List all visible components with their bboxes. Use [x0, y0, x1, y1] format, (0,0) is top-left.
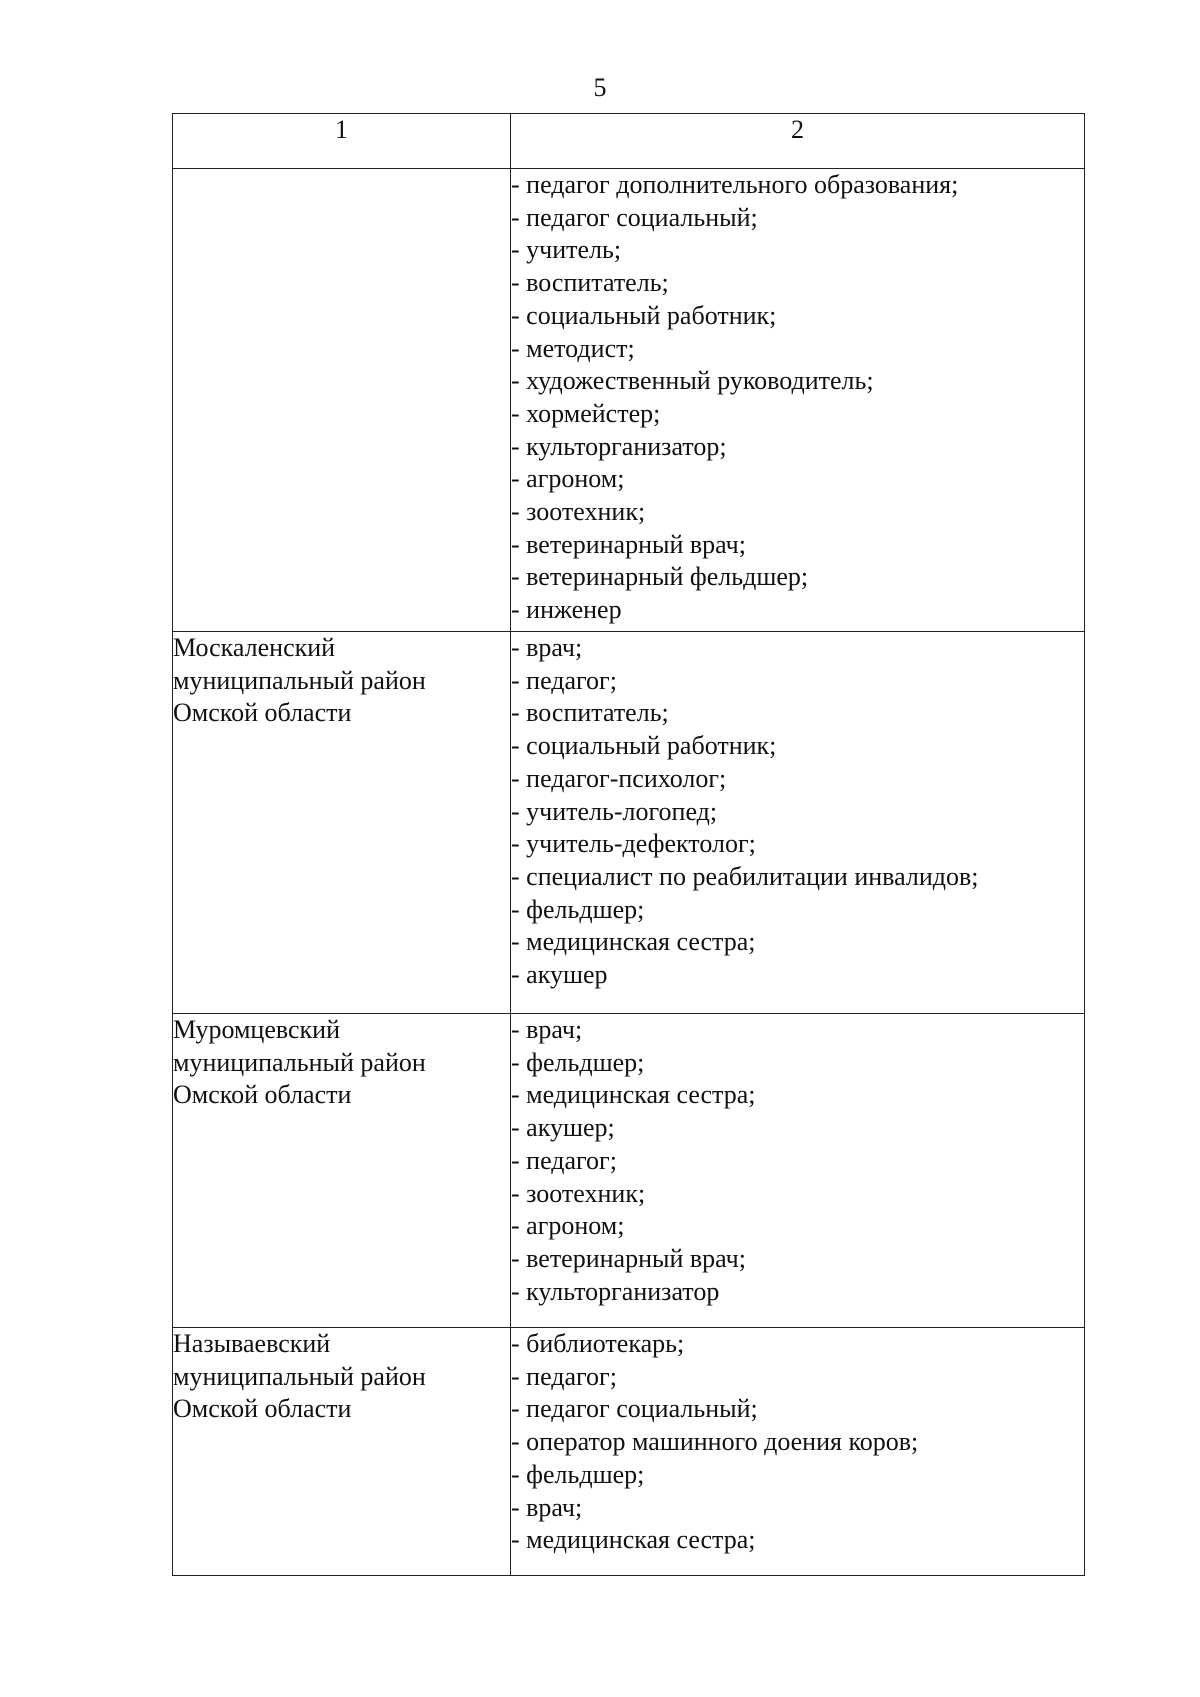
- profession-item: - специалист по реабилитации инвалидов;: [511, 861, 979, 891]
- column-header-2: 2: [511, 114, 1085, 169]
- profession-item: - агроном;: [511, 1211, 625, 1241]
- profession-item: - социальный работник;: [511, 300, 777, 330]
- profession-item: - зоотехник;: [511, 497, 646, 527]
- region-cell: [173, 632, 511, 1014]
- profession-item: - педагог социальный;: [511, 202, 758, 232]
- profession-item: - врач;: [511, 1015, 583, 1044]
- profession-item: - воспитатель;: [511, 268, 669, 298]
- profession-item: - оператор машинного доения коров;: [511, 1427, 919, 1457]
- region-cell: [173, 1014, 511, 1328]
- region-cell: [173, 169, 511, 632]
- profession-item: - педагог-психолог;: [511, 763, 727, 793]
- profession-item: - педагог;: [511, 1145, 617, 1175]
- region-name-line: Называевский: [173, 1329, 331, 1358]
- profession-item: - учитель-дефектолог;: [511, 829, 756, 859]
- profession-item: - агроном;: [511, 464, 625, 494]
- region-name-line: муниципальный район: [173, 1361, 426, 1391]
- table-row: [173, 1014, 1085, 1328]
- table-row: [173, 169, 1085, 632]
- profession-item: - медицинская сестра;: [511, 1080, 756, 1110]
- profession-item: - ветеринарный врач;: [511, 529, 746, 559]
- profession-item: - педагог социальный;: [511, 1394, 758, 1424]
- region-name-line: Москаленский: [173, 633, 336, 662]
- profession-item: - социальный работник;: [511, 731, 777, 761]
- profession-item: - учитель-логопед;: [511, 796, 718, 826]
- profession-item: - инженер: [511, 595, 622, 625]
- page-number: 5: [593, 73, 607, 102]
- profession-item: - акушер: [511, 960, 608, 990]
- table-body: [173, 169, 1085, 1576]
- region-name-line: Омской области: [173, 1080, 352, 1110]
- profession-item: - педагог дополнительного образования;: [511, 170, 959, 199]
- profession-item: - воспитатель;: [511, 698, 669, 728]
- profession-item: - ветеринарный врач;: [511, 1243, 746, 1273]
- profession-item: - культорганизатор: [511, 1276, 720, 1306]
- table-row: [173, 632, 1085, 1014]
- profession-item: - педагог;: [511, 1361, 617, 1391]
- profession-item: - врач;: [511, 633, 583, 662]
- region-name-line: Муромцевский: [173, 1015, 341, 1044]
- profession-item: - фельдшер;: [511, 1047, 645, 1077]
- table-row: [173, 1328, 1085, 1576]
- profession-item: - методист;: [511, 333, 635, 363]
- professions-cell: [511, 1014, 1085, 1328]
- professions-table: [172, 113, 1085, 1576]
- professions-cell: [511, 632, 1085, 1014]
- profession-item: - библиотекарь;: [511, 1329, 685, 1358]
- table-header-row: [173, 114, 1085, 169]
- profession-item: - медицинская сестра;: [511, 1525, 756, 1555]
- profession-item: - медицинская сестра;: [511, 927, 756, 957]
- professions-cell: [511, 1328, 1085, 1576]
- region-name-line: Омской области: [173, 698, 352, 728]
- region-name-line: Омской области: [173, 1394, 352, 1424]
- region-cell: [173, 1328, 511, 1576]
- profession-item: - художественный руководитель;: [511, 366, 874, 396]
- profession-item: - учитель;: [511, 235, 622, 265]
- profession-item: - педагог;: [511, 665, 617, 695]
- profession-item: - акушер;: [511, 1113, 615, 1143]
- profession-item: - зоотехник;: [511, 1178, 646, 1208]
- profession-item: - культорганизатор;: [511, 431, 727, 461]
- professions-cell: [511, 169, 1085, 632]
- profession-item: - фельдшер;: [511, 894, 645, 924]
- region-name-line: муниципальный район: [173, 665, 426, 695]
- profession-item: - хормейстер;: [511, 398, 661, 428]
- region-name-line: муниципальный район: [173, 1047, 426, 1077]
- column-header-1: 1: [173, 114, 511, 169]
- profession-item: - ветеринарный фельдшер;: [511, 562, 809, 592]
- profession-item: - врач;: [511, 1492, 583, 1522]
- profession-item: - фельдшер;: [511, 1459, 645, 1489]
